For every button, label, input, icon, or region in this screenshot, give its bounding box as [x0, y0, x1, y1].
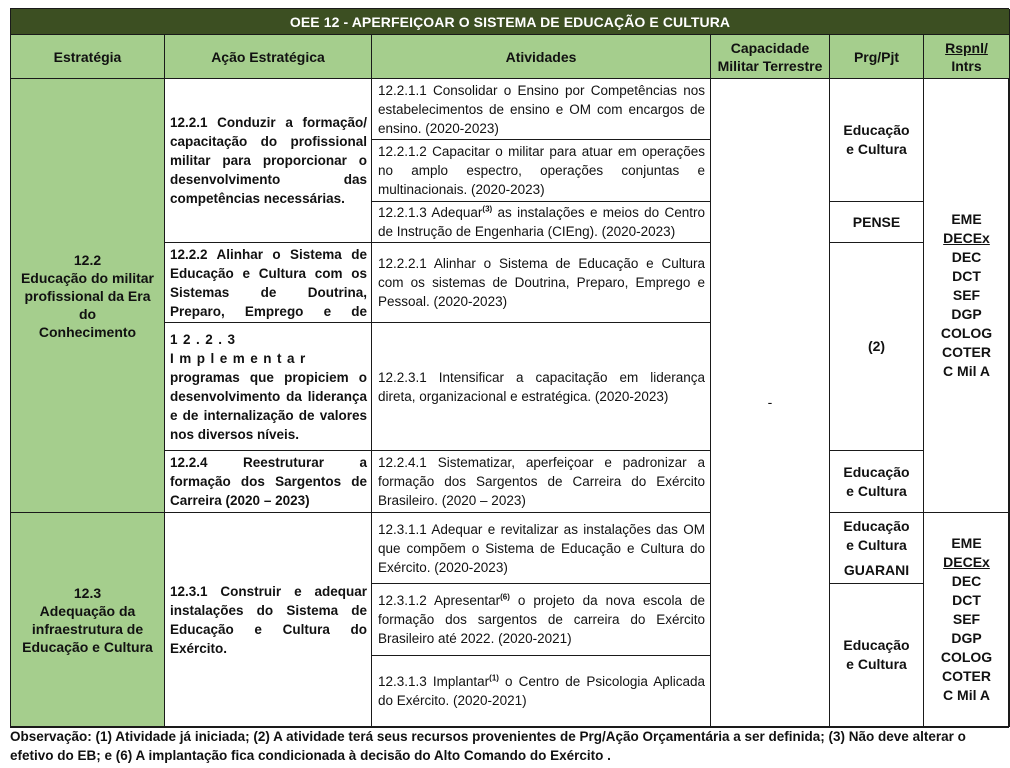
- acao-text: 12.2.2 Alinhar o Sistema de Educação e Cultura com os Sistemas de Doutrina, Preparo, Emprego e de: [170, 247, 367, 319]
- header-rspnl: [924, 35, 1010, 79]
- prg-educacao-cultura: [830, 451, 924, 513]
- acao-text: [170, 330, 367, 444]
- estrategia-code: 12.3: [73, 584, 102, 601]
- atividade-post: o projeto da nova escola de formação dos sargentos de carreira do Exército Brasileiro até 2022. (2020-2021): [378, 593, 705, 646]
- rspnl-item: SEF: [952, 287, 981, 303]
- acao-12-3-1: [165, 513, 372, 727]
- atividade-text: 12.2.4.1 Sistematizar, aperfeiçoar e padronizar a formação dos Sargentos de Carreira do Exército Brasileiro. (2020 – 2023): [378, 455, 705, 508]
- header-atividades-label: Atividades: [505, 48, 577, 65]
- atividade-text: 12.2.3.1 Intensificar a capacitação em liderança direta, organizacional e estratégica. (2020-2023): [378, 369, 705, 404]
- prg-line: e Cultura: [846, 656, 907, 672]
- prg-educacao-cultura: [830, 584, 924, 727]
- atividade-text: 12.2.1.2 Capacitar o militar para atuar em operações no amplo espectro, operações conjuntas e multinacionais. (2020-2023): [378, 144, 705, 197]
- estrategia-name-line: Adequação da: [39, 602, 136, 619]
- rspnl-item: C Mil A: [943, 687, 990, 703]
- prg-line: Educação: [843, 463, 910, 480]
- rspnl-item: DECEx: [943, 230, 990, 246]
- atividade-pre: 12.3.1.2 Apresentar: [378, 593, 501, 608]
- atividade-12-2-2-1: [372, 243, 711, 323]
- atividade-post: as instalações e meios do Centro de Instrução de Engenharia (CIEng). (2020-2023): [378, 205, 706, 239]
- rspnl-item: C Mil A: [943, 363, 990, 379]
- prg-line: Educação: [843, 637, 910, 653]
- atividade-text: [378, 591, 705, 648]
- rspnl-item: COTER: [942, 344, 991, 360]
- estrategia-name-line: profissional da Era do: [24, 287, 151, 322]
- header-estrategia: [11, 35, 165, 79]
- oee12-table: [10, 8, 1009, 728]
- footnote-marker: (6): [500, 592, 510, 602]
- acao-text: 12.2.1 Conduzir a formação/ capacitação do profissional militar para proporcionar o desenvolvimento das competências necessárias.: [170, 115, 367, 206]
- footnote-marker: (1): [489, 673, 499, 683]
- prg-line: e Cultura: [846, 536, 907, 553]
- estrategia-name-line: Educação e Cultura: [22, 638, 153, 655]
- acao-text: 12.2.4 Reestruturar a formação dos Sargentos de Carreira (2020 – 2023): [170, 455, 367, 508]
- capacidade-cell: [711, 79, 830, 727]
- acao-text: 12.3.1 Construir e adequar instalações do Sistema de Educação e Cultura do Exército.: [170, 583, 367, 656]
- acao-prefix: 12.2.3 Implementar: [170, 331, 311, 366]
- estrategia-12-2: [11, 79, 165, 513]
- prg-line: e Cultura: [846, 482, 907, 499]
- header-estrategia-label: Estratégia: [53, 48, 122, 65]
- atividade-pre: 12.3.1.3 Implantar: [378, 674, 490, 689]
- rspnl-item: SEF: [952, 611, 981, 627]
- prg-line: e Cultura: [846, 141, 907, 157]
- rspnl-item: DEC: [951, 573, 982, 589]
- acao-rest: programas que propiciem o desenvolvimento da liderança e de internalização de valores nos diversos níveis.: [170, 369, 367, 442]
- rspnl-item: DGP: [951, 630, 982, 646]
- rspnl-item: DEC: [951, 249, 982, 265]
- atividade-pre: 12.2.1.3 Adequar: [378, 205, 483, 220]
- acao-12-2-2: [165, 243, 372, 323]
- atividade-12-3-1-1: [372, 513, 711, 584]
- header-capacidade: [711, 35, 830, 79]
- prg-guarani: GUARANI: [843, 561, 910, 578]
- prg-pense: [830, 202, 924, 243]
- prg-educacao-cultura: [830, 79, 924, 202]
- atividade-12-3-1-3: [372, 656, 711, 727]
- atividade-12-2-1-3: [372, 202, 711, 243]
- header-atividades: [372, 35, 711, 79]
- atividade-post: o Centro de Psicologia Aplicada do Exército. (2020-2021): [378, 674, 705, 708]
- atividade-12-2-4-1: [372, 451, 711, 513]
- rspnl-12-2: [924, 79, 1010, 513]
- table-title: OEE 12 - APERFEIÇOAR O SISTEMA DE EDUCAÇÃO E CULTURA: [11, 9, 1010, 35]
- prg-line: Educação: [843, 122, 910, 138]
- atividade-12-3-1-2: [372, 584, 711, 656]
- acao-12-2-3: [165, 323, 372, 451]
- acao-12-2-4: [165, 451, 372, 513]
- estrategia-name-line: Educação do militar: [20, 269, 155, 286]
- prg-line: PENSE: [852, 213, 901, 230]
- atividade-text: [378, 672, 705, 710]
- prg-nota-2: [830, 243, 924, 451]
- footnote-marker: (3): [482, 204, 493, 214]
- atividade-text: 12.2.2.1 Alinhar o Sistema de Educação e Cultura com os sistemas de Doutrina, Preparo, Emprego e Pessoal. (2020-2023): [378, 256, 705, 309]
- header-acao: [165, 35, 372, 79]
- prg-line: (2): [867, 338, 886, 354]
- rspnl-12-3: [924, 513, 1010, 727]
- prg-line: Educação: [843, 517, 910, 534]
- capacidade-value: -: [767, 394, 773, 410]
- estrategia-name-line: Conhecimento: [38, 323, 137, 340]
- rspnl-item: COLOG: [940, 325, 993, 341]
- estrategia-name-line: infraestrutura de: [31, 620, 144, 637]
- rspnl-item: EME: [951, 535, 982, 551]
- estrategia-12-3: [11, 513, 165, 727]
- observacao-note: Observação: (1) Atividade já iniciada; (2) A atividade terá seus recursos provenientes de Prg/Ação Orçamentária a ser definida; (3) Não deve alterar o efetivo do EB; e (6) A implantação fica condicionada à decisão do Alto Comando do Exército .: [10, 729, 966, 763]
- header-prg: [830, 35, 924, 79]
- rspnl-item: DCT: [952, 592, 981, 608]
- rspnl-item: DCT: [952, 268, 981, 284]
- header-rspnl-line1: Rspnl/: [945, 39, 988, 56]
- header-capacidade-line1: Capacidade: [730, 39, 810, 56]
- header-acao-label: Ação Estratégica: [211, 48, 325, 65]
- header-rspnl-line2: Intrs: [951, 57, 982, 74]
- atividade-12-2-3-1: [372, 323, 711, 451]
- atividade-text: 12.2.1.1 Consolidar o Ensino por Competências nos estabelecimentos de ensino e OM com encargos de ensino. (2020-2023): [378, 82, 705, 136]
- atividade-text: [378, 203, 705, 241]
- rspnl-item: DECEx: [943, 554, 990, 570]
- atividade-12-2-1-1: [372, 79, 711, 140]
- rspnl-item: COTER: [942, 668, 991, 684]
- rspnl-item: COLOG: [940, 649, 993, 665]
- acao-12-2-1: [165, 79, 372, 243]
- header-prg-label: Prg/Pjt: [853, 48, 900, 65]
- prg-educacao-cultura-guarani: [830, 513, 924, 584]
- rspnl-item: DGP: [951, 306, 982, 322]
- estrategia-code: 12.2: [73, 251, 102, 268]
- atividade-text: 12.3.1.1 Adequar e revitalizar as instalações das OM que compõem o Sistema de Educação e Cultura do Exército. (2020-2023): [378, 521, 705, 575]
- header-capacidade-line2: Militar Terrestre: [717, 57, 823, 74]
- atividade-12-2-1-2: [372, 140, 711, 202]
- rspnl-item: EME: [951, 211, 982, 227]
